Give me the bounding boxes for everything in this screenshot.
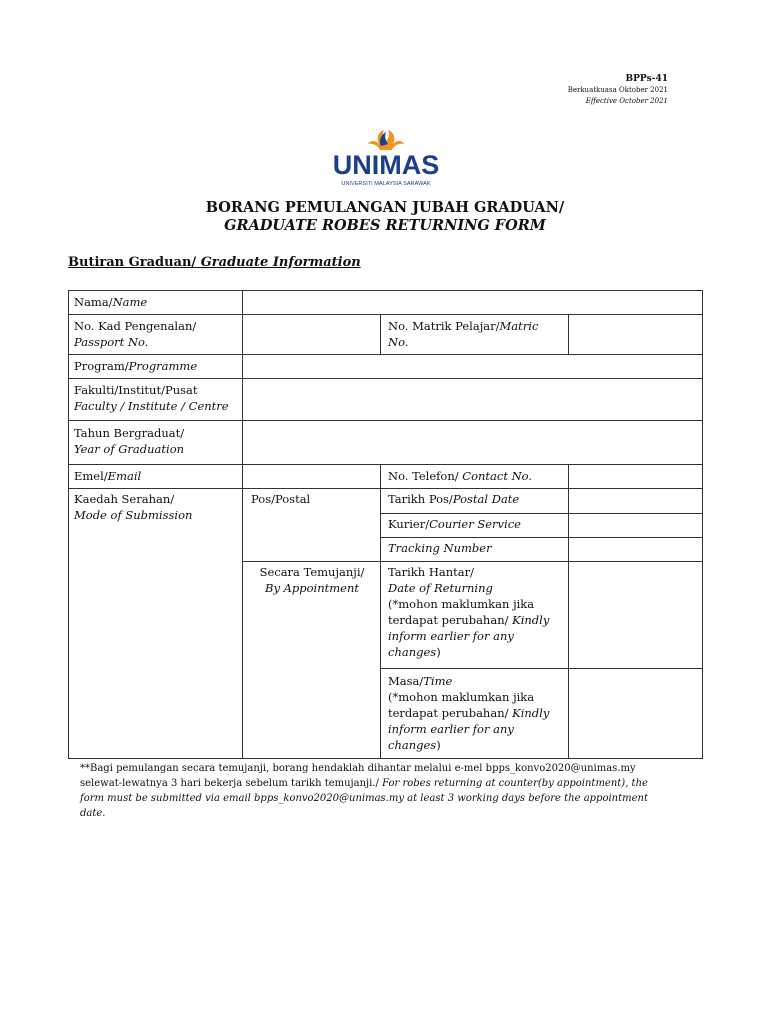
faculty-field[interactable] (244, 380, 700, 419)
label-postal-date: Tarikh Pos/Postal Date (388, 492, 520, 506)
footnote-line-4: date. (80, 808, 106, 819)
ic-passport-field[interactable] (244, 316, 378, 353)
document-code: BPPs-41 (625, 74, 668, 84)
label-date-of-returning: Tarikh Hantar/ Date of Returning (*mohon maklumkan jika terdapat perubahan/ Kindly inform earlier for any changes) (388, 565, 550, 659)
name-field[interactable] (244, 292, 700, 313)
label-programme: Program/Programme (74, 359, 198, 373)
year-of-graduation-field[interactable] (244, 422, 700, 463)
email-field[interactable] (244, 466, 378, 487)
footnote (80, 761, 680, 821)
label-name: Nama/Name (74, 295, 148, 309)
section-heading-ms: Butiran Graduan/ (68, 255, 197, 270)
label-mode-of-submission: Kaedah Serahan/ Mode of Submission (74, 492, 193, 522)
tracking-number-field[interactable] (570, 539, 700, 560)
logo-text: UNIMAS (332, 150, 440, 180)
effective-date-ms: Berkuatkuasa Oktober 2021 (567, 86, 668, 94)
footnote-line-3: form must be submitted via email bpps_konvo2020@unimas.my at least 3 working days before the appointment (80, 793, 648, 804)
label-contact-no: No. Telefon/ Contact No. (388, 469, 533, 483)
option-postal[interactable]: Pos/Postal (251, 492, 311, 506)
label-matric-no: No. Matrik Pelajar/Matric No. (388, 319, 539, 349)
document-code-block (568, 74, 668, 107)
date-of-returning-field[interactable] (570, 563, 700, 667)
footnote-line-2: selewat-lewatnya 3 hari bekerja sebelum tarikh temujanji./ For robes returning at counter(by appointment), the (80, 778, 648, 789)
label-email: Emel/Email (74, 469, 142, 483)
programme-field[interactable] (244, 356, 700, 377)
footnote-line-1: **Bagi pemulangan secara temujanji, borang hendaklah dihantar melalui e-mel bpps_konvo2020@unimas.my (80, 763, 636, 774)
form-title-en: GRADUATE ROBES RETURNING FORM (224, 217, 546, 234)
time-field[interactable] (570, 670, 700, 757)
label-time: Masa/Time (*mohon maklumkan jika terdapat perubahan/ Kindly inform earlier for any changes) (388, 674, 550, 752)
logo-emblem-icon (368, 130, 404, 150)
label-tracking-number: Tracking Number (388, 541, 492, 555)
courier-service-field[interactable] (570, 515, 700, 536)
option-by-appointment[interactable]: Secara Temujanji/ By Appointment (259, 565, 365, 595)
section-heading-en: Graduate Information (200, 255, 361, 270)
label-year-of-graduation: Tahun Bergraduat/ Year of Graduation (74, 426, 185, 456)
logo-subtext: UNIVERSITI MALAYSIA SARAWAK (341, 181, 431, 187)
postal-date-field[interactable] (570, 490, 700, 512)
form-title-ms: BORANG PEMULANGAN JUBAH GRADUAN/ (205, 199, 565, 216)
label-faculty: Fakulti/Institut/Pusat Faculty / Institute / Centre (74, 383, 229, 413)
label-ic-passport: No. Kad Pengenalan/ Passport No. (74, 319, 197, 349)
section-heading (68, 255, 361, 270)
label-courier-service: Kurier/Courier Service (388, 517, 521, 531)
unimas-logo (326, 128, 446, 188)
contact-no-field[interactable] (570, 466, 700, 487)
matric-no-field[interactable] (570, 316, 700, 353)
effective-date-en: Effective October 2021 (585, 97, 668, 105)
